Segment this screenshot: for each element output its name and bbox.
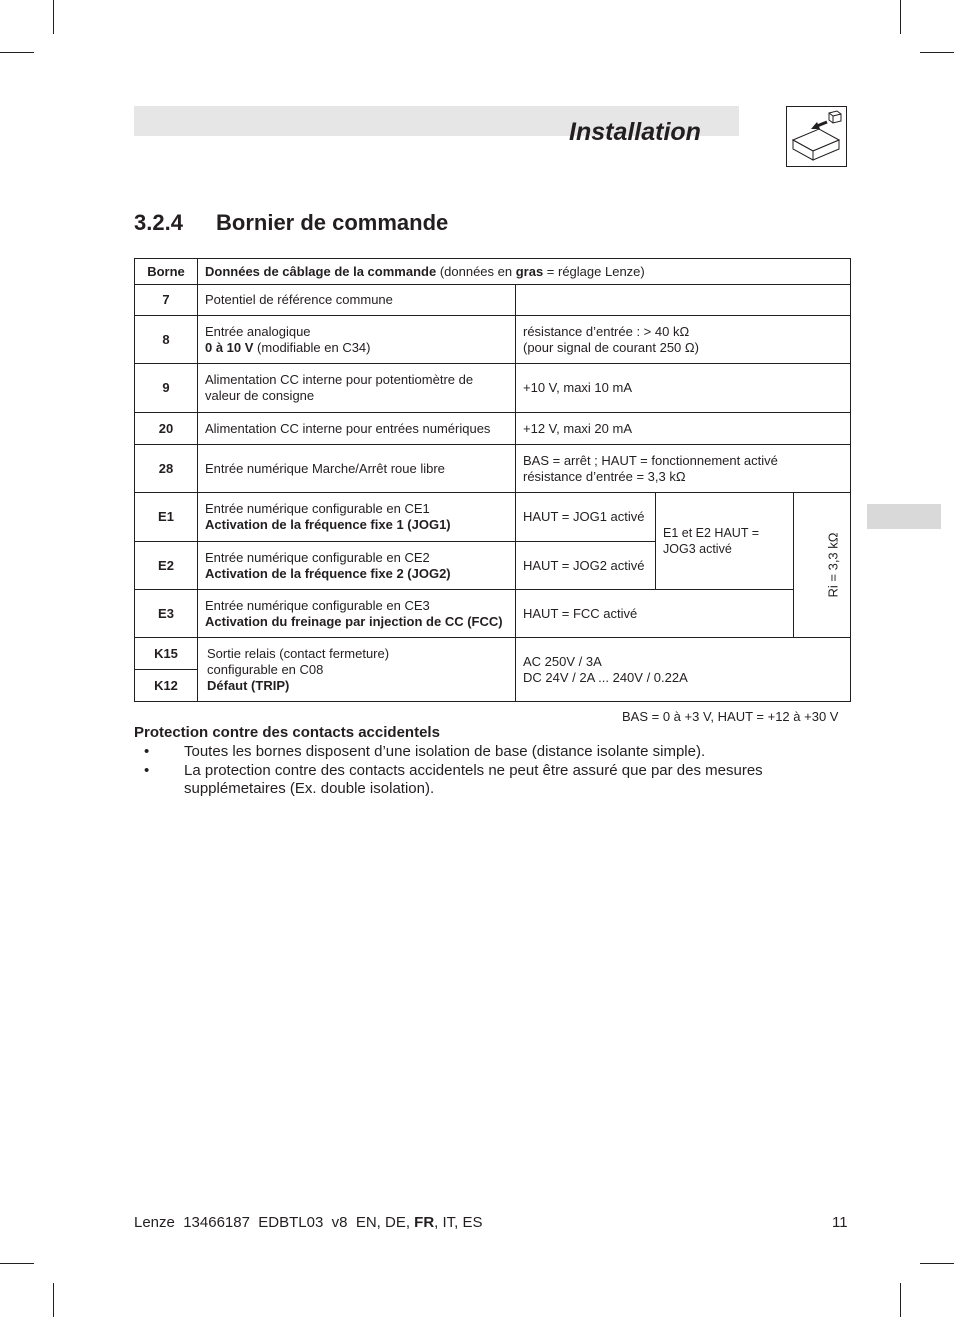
table-row [135,493,851,542]
section-heading: Bornier de commande [216,210,449,235]
table-row [135,316,851,364]
bullet-glyph: • [144,743,150,760]
table-row [135,413,851,445]
terminal-table [134,258,851,702]
ri-cell [794,493,851,638]
table-row [135,590,851,638]
crop-mark [53,0,54,34]
list-item: • Toutes les bornes disposent d’une isolation de base (distance isolante simple). [144,743,706,760]
borne-cell: E3 [135,590,198,638]
header-data: Données de câblage de la commande (données en gras = réglage Lenze) [198,259,851,285]
table-footnote: BAS = 0 à +3 V, HAUT = +12 à +30 V [622,709,839,724]
borne-cell: 9 [135,364,198,413]
crop-mark [900,0,901,34]
table-row [135,364,851,413]
borne-cell: 7 [135,285,198,316]
borne-cell: 8 [135,316,198,364]
borne-cell: 28 [135,445,198,493]
value-cell: BAS = arrêt ; HAUT = fonctionnement activé résistance d’entrée = 3,3 kΩ [516,445,851,493]
crop-mark [0,52,34,53]
value-cell: +10 V, maxi 10 mA [516,364,851,413]
borne-cell: K12 [135,670,198,702]
value-cell: +12 V, maxi 20 mA [516,413,851,445]
page-header-title: Installation [569,118,701,146]
value-cell: résistance d’entrée : > 40 kΩ (pour signal de courant 250 Ω) [516,316,851,364]
page-footer: Lenze 13466187 EDBTL03 v8 EN, DE, FR, IT, ES [134,1214,483,1231]
table-row [135,285,851,316]
crop-mark [920,1263,954,1264]
borne-cell: E1 [135,493,198,542]
desc-cell: Entrée numérique configurable en CE2 Activation de la fréquence fixe 2 (JOG2) [198,542,516,590]
desc-cell: Entrée numérique Marche/Arrêt roue libre [198,445,516,493]
desc-cell: Alimentation CC interne pour entrées numériques [198,413,516,445]
crop-mark [920,52,954,53]
desc-cell: Entrée numérique configurable en CE1 Activation de la fréquence fixe 1 (JOG1) [198,493,516,542]
chapter-tab [867,504,941,529]
value-cell: HAUT = JOG1 activé [516,493,656,542]
table-header-row [135,259,851,285]
relay-desc-cell: Sortie relais (contact fermeture) configurable en C08 Défaut (TRIP) [198,638,516,702]
ri-label: Ri = 3,3 kΩ [825,532,841,598]
table-row [135,638,851,670]
protection-list [134,743,850,799]
table-row [135,445,851,493]
value-cell [516,285,851,316]
desc-cell: Entrée numérique configurable en CE3 Activation du freinage par injection de CC (FCC) [198,590,516,638]
borne-cell: E2 [135,542,198,590]
borne-cell: K15 [135,638,198,670]
section-number: 3.2.4 [134,210,183,235]
crop-mark [0,1263,34,1264]
value-cell: HAUT = JOG2 activé [516,542,656,590]
section-title [134,210,448,236]
desc-cell: Entrée analogique 0 à 10 V (modifiable en C34) [198,316,516,364]
borne-cell: 20 [135,413,198,445]
relay-value-cell: AC 250V / 3A DC 24V / 2A ... 240V / 0.22A [516,638,851,702]
module-insert-icon [786,106,847,167]
protection-title: Protection contre des contacts accidentels [134,724,440,741]
desc-cell: Alimentation CC interne pour potentiomètre de valeur de consigne [198,364,516,413]
desc-cell: Potentiel de référence commune [198,285,516,316]
list-item: • La protection contre des contacts accidentels ne peut être assuré que par des mesures supplémetaires (Ex. double isolation). [144,762,763,797]
crop-mark [53,1283,54,1317]
page-number: 11 [832,1214,848,1231]
header-borne: Borne [135,259,198,285]
bullet-glyph: • [144,762,150,779]
e1-e2-combined-cell: E1 et E2 HAUT = JOG3 activé [656,493,794,590]
value-cell: HAUT = FCC activé [516,590,794,638]
crop-mark [900,1283,901,1317]
